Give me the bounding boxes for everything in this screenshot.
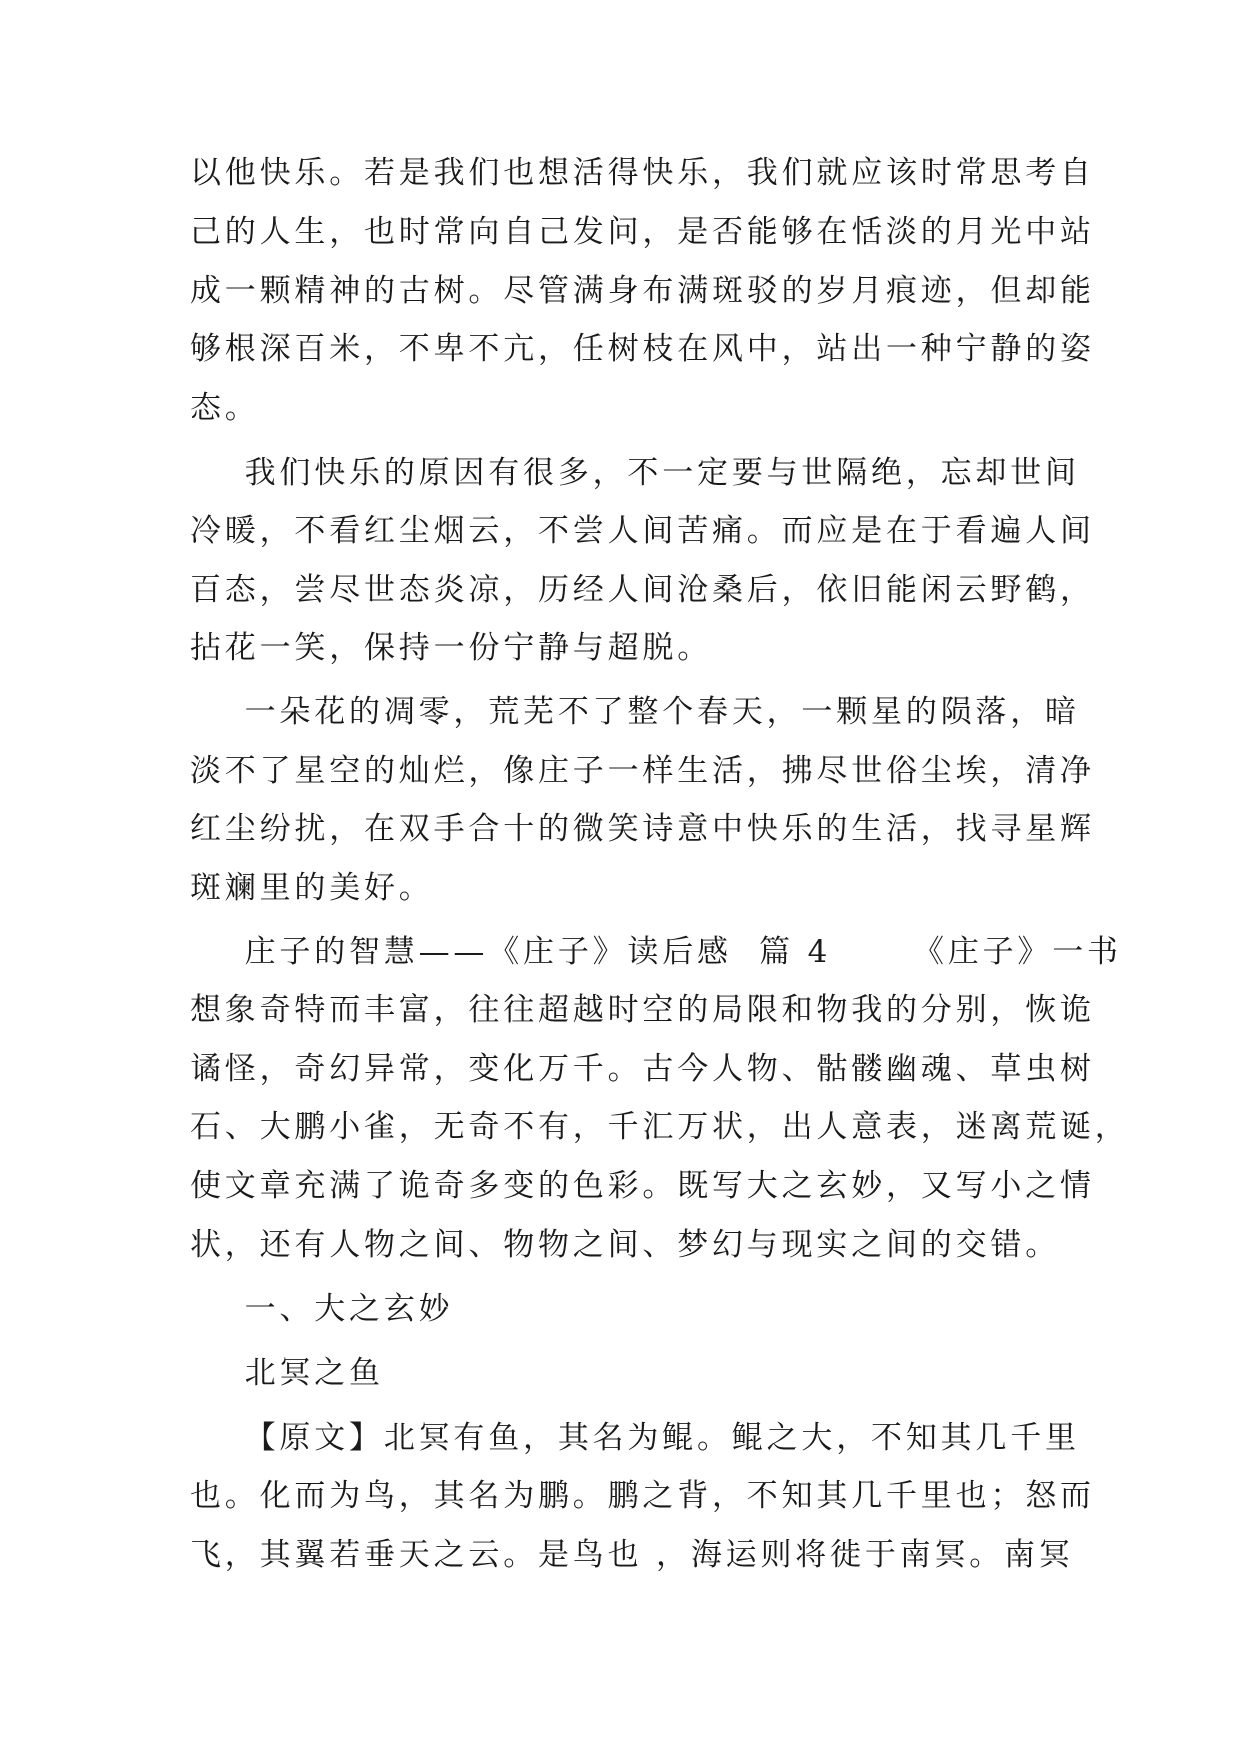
text-line: 斑斓里的美好。 xyxy=(190,870,434,906)
text-line: 状，还有人物之间、物物之间、梦幻与现实之间的交错。 xyxy=(190,1227,1060,1263)
subsection-heading: 北冥之鱼 xyxy=(190,1355,384,1391)
section-heading: 一、大之玄妙 xyxy=(190,1291,454,1327)
text-line: 【原文】北冥有鱼，其名为鲲。鲲之大，不知其几千里 xyxy=(190,1420,1080,1456)
text-line: 谲怪，奇幻异常，变化万千。古今人物、骷髅幽魂、草虫树 xyxy=(190,1051,1095,1087)
text-line: 庄子的智慧——《庄子》读后感 篇 4 《庄子》一书 xyxy=(190,934,1122,970)
text-line: 态。 xyxy=(190,390,260,426)
text-line: 冷暖，不看红尘烟云，不尝人间苦痛。而应是在于看遍人间 xyxy=(190,513,1095,549)
text-line: 拈花一笑，保持一份宁静与超脱。 xyxy=(190,630,712,666)
text-line: 以他快乐。若是我们也想活得快乐，我们就应该时常思考自 xyxy=(190,155,1095,191)
text-line: 淡不了星空的灿烂，像庄子一样生活，拂尽世俗尘埃，清净 xyxy=(190,753,1095,789)
text-line: 百态，尝尽世态炎凉，历经人间沧桑后，依旧能闲云野鹤， xyxy=(190,572,1095,608)
text-line: 红尘纷扰，在双手合十的微笑诗意中快乐的生活，找寻星辉 xyxy=(190,811,1095,847)
text-line: 石、大鹏小雀，无奇不有，千汇万状，出人意表，迷离荒诞， xyxy=(190,1109,1130,1145)
text-line: 我们快乐的原因有很多，不一定要与世隔绝，忘却世间 xyxy=(190,455,1080,491)
text-line: 也。化而为鸟，其名为鹏。鹏之背，不知其几千里也；怒而 xyxy=(190,1478,1095,1514)
text-line: 一朵花的凋零，荒芜不了整个春天，一颗星的陨落，暗 xyxy=(190,694,1080,730)
text-line: 够根深百米，不卑不亢，任树枝在风中，站出一种宁静的姿 xyxy=(190,331,1095,367)
text-line: 使文章充满了诡奇多变的色彩。既写大之玄妙，又写小之情 xyxy=(190,1168,1095,1204)
text-line: 成一颗精神的古树。尽管满身布满斑驳的岁月痕迹，但却能 xyxy=(190,273,1095,309)
text-line: 飞，其翼若垂天之云。是鸟也 ，海运则将徙于南冥。南冥 xyxy=(190,1537,1074,1573)
text-line: 己的人生，也时常向自己发问，是否能够在恬淡的月光中站 xyxy=(190,214,1095,250)
text-line: 想象奇特而丰富，往往超越时空的局限和物我的分别，恢诡 xyxy=(190,992,1095,1028)
